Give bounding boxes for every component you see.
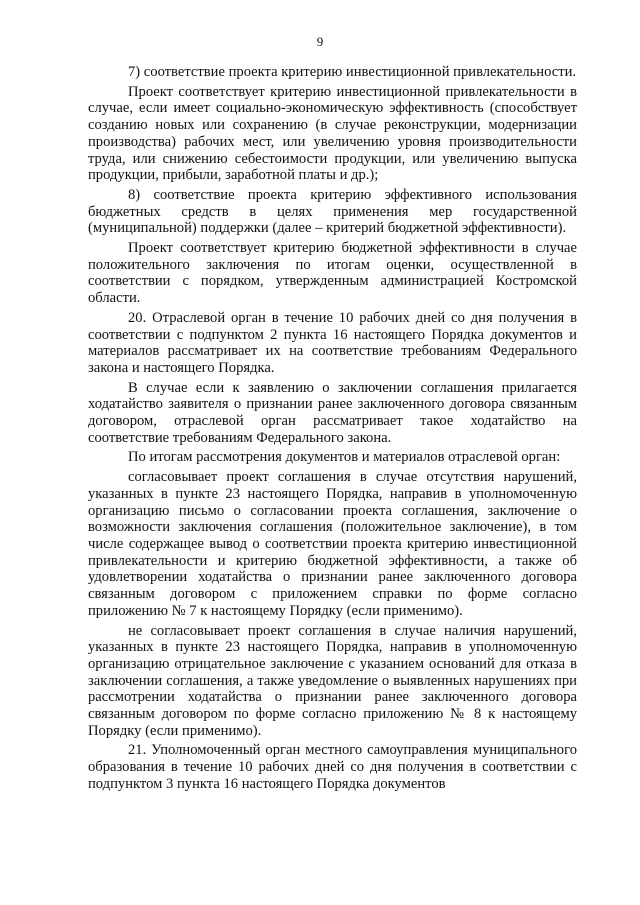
paragraph: 7) соответствие проекта критерию инвестиционной привлекательности. bbox=[128, 64, 577, 80]
paragraph: 8) соответствие проекта критерию эффективного использования бюджетных средств в целях применения мер государственной (муниципальной) поддержки (далее – критерий бюджетной эффективности). bbox=[88, 186, 577, 237]
paragraph: 21. Уполномоченный орган местного самоуправления муниципального образования в течение 10 рабочих дней со дня получения в соответствии с подпунктом 3 пункта 16 настоящего Порядка документов bbox=[88, 742, 577, 792]
paragraph: не согласовывает проект соглашения в случае наличия нарушений, указанных в пункте 23 настоящего Порядка, направив в уполномоченную организацию отрицательное заключение с указанием оснований для отказа в заключении соглашения, а также уведомление о выявленных нарушениях при рассмотрении ходатайства о признании ранее заключенного договора связанным договором по форме согласно приложению № 8 к настоящему Порядку (если применимо). bbox=[88, 622, 577, 739]
paragraph: 20. Отраслевой орган в течение 10 рабочих дней со дня получения в соответствии с подпунктом 2 пункта 16 настоящего Порядка документов и материалов рассматривает их на соответствие требованиям Федерального закона и настоящего Порядка. bbox=[88, 309, 577, 376]
document-body bbox=[88, 64, 577, 796]
paragraph: согласовывает проект соглашения в случае отсутствия нарушений, указанных в пункте 23 настоящего Порядка, направив в уполномоченную организацию письмо о согласовании проекта соглашения, заключение о возможности заключения соглашения (положительное заключение), в том числе содержащее вывод о соответствии проекта критерию инвестиционной привлекательности и критерию бюджетной эффективности, а также об удовлетворении ходатайства о признании ранее заключенного договора связанным договором с приложением справки по форме согласно приложению № 7 к настоящему Порядку (если применимо). bbox=[88, 469, 577, 619]
paragraph: По итогам рассмотрения документов и материалов отраслевой орган: bbox=[128, 449, 561, 466]
paragraph: Проект соответствует критерию бюджетной эффективности в случае положительного заключения по итогам оценки, осуществленной в соответствии с порядком, утвержденным администрацией Костромской области. bbox=[88, 240, 577, 307]
page-number: 9 bbox=[316, 34, 324, 49]
paragraph: Проект соответствует критерию инвестиционной привлекательности в случае, если имеет социально-экономическую эффективность (способствует созданию новых или сохранению (в случае реконструкции, модернизации производства) рабочих мест, или увеличению уровня производительности труда, или снижению себестоимости продукции, или увеличению выпуска продукции, прибыли, заработной платы и др.); bbox=[88, 83, 577, 184]
paragraph: В случае если к заявлению о заключении соглашения прилагается ходатайство заявителя о признании ранее заключенного договора связанным договором, отраслевой орган рассматривает такое ходатайство на соответствие требованиям Федерального закона. bbox=[88, 379, 577, 446]
